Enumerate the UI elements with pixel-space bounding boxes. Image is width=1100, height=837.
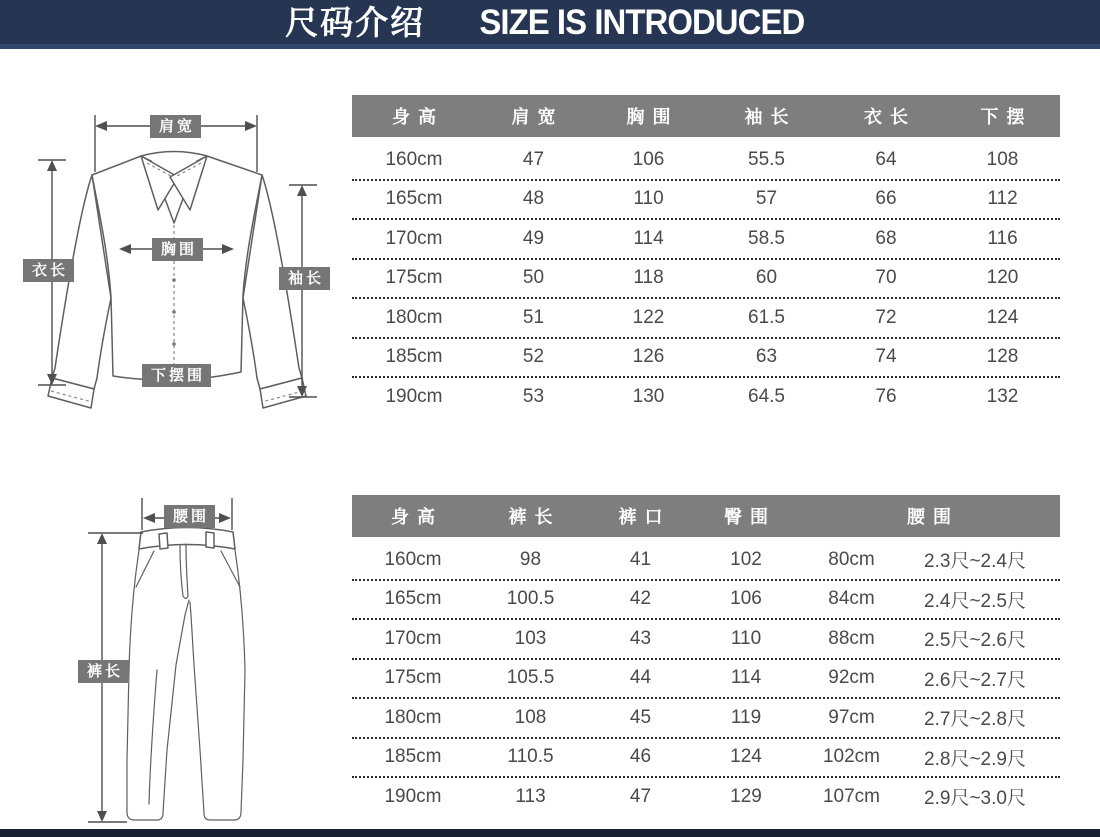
table-cell: 114	[633, 227, 664, 249]
table-cell: 108	[986, 148, 1019, 170]
table-row	[352, 778, 1060, 816]
pants-table-body	[352, 541, 1060, 816]
pants-belt-loop	[159, 533, 168, 549]
table-cell: 63	[755, 346, 778, 368]
pants-right-leg	[190, 550, 245, 820]
column-header: 腰围	[906, 507, 960, 527]
table-cell: 175cm	[385, 267, 443, 289]
column-header: 身高	[390, 507, 444, 527]
waist-width-label: 腰围	[164, 505, 215, 528]
table-row	[352, 739, 1060, 779]
table-row	[352, 299, 1060, 339]
table-cell: 49	[522, 227, 545, 249]
column-header: 裤长	[508, 507, 561, 527]
table-cell: 129	[730, 785, 762, 807]
table-cell: 116	[987, 227, 1018, 249]
table-cell: 55.5	[748, 148, 785, 170]
table-cell: 160cm	[385, 148, 443, 170]
table-cell: 45	[629, 706, 652, 728]
table-row	[352, 581, 1060, 621]
table-cell: 110	[633, 188, 664, 210]
table-cell: 42	[629, 588, 652, 610]
table-cell: 60	[755, 267, 778, 289]
table-cell: 124	[730, 746, 762, 768]
table-cell: 88cm	[828, 627, 875, 649]
column-header: 下摆	[980, 107, 1033, 127]
table-cell: 126	[632, 346, 665, 368]
page-title-chinese: 尺码介绍	[285, 3, 426, 41]
table-cell: 112	[987, 188, 1018, 210]
table-cell: 97cm	[828, 706, 875, 728]
table-cell: 66	[875, 188, 897, 210]
table-row	[352, 620, 1060, 660]
table-cell: 165cm	[385, 188, 443, 210]
table-cell: 52	[522, 346, 545, 368]
table-cell: 64.5	[748, 385, 785, 407]
hem-width-label: 下摆围	[142, 364, 211, 387]
garment-length-label: 衣长	[23, 259, 74, 282]
table-cell: 190cm	[384, 785, 442, 807]
pants-fly	[186, 544, 188, 596]
page-header	[0, 0, 1100, 44]
column-header: 身高	[391, 107, 445, 127]
shirt-size-table	[352, 95, 1060, 416]
table-cell: 80cm	[828, 548, 875, 570]
shirt-table-header-row	[352, 95, 1060, 137]
table-cell: 2.9尺~3.0尺	[924, 788, 1026, 810]
table-cell: 47	[522, 148, 545, 170]
table-row	[352, 260, 1060, 300]
table-cell: 170cm	[384, 627, 442, 649]
table-cell: 41	[629, 548, 652, 570]
table-cell: 64	[875, 148, 897, 170]
table-cell: 105.5	[506, 667, 555, 689]
page-title-english: SIZE IS INTRODUCED	[479, 2, 805, 42]
table-row	[352, 541, 1060, 581]
table-row	[352, 378, 1060, 416]
table-cell: 103	[514, 627, 547, 649]
table-row	[352, 660, 1060, 700]
table-cell: 46	[629, 746, 652, 768]
pants-left-pocket	[136, 551, 154, 587]
table-cell: 58.5	[748, 227, 785, 249]
table-cell: 92cm	[828, 667, 875, 689]
table-cell: 190cm	[385, 385, 443, 407]
table-cell: 76	[875, 385, 897, 407]
table-cell: 185cm	[384, 746, 442, 768]
table-cell: 2.3尺~2.4尺	[924, 551, 1026, 573]
chest-width-label: 胸围	[152, 238, 203, 261]
table-cell: 84cm	[828, 588, 875, 610]
table-cell: 110.5	[507, 746, 554, 768]
table-cell: 114	[730, 667, 762, 689]
table-cell: 47	[629, 785, 652, 807]
table-row	[352, 339, 1060, 379]
table-cell: 2.8尺~2.9尺	[924, 748, 1026, 770]
column-header: 胸围	[626, 107, 679, 127]
table-cell: 170cm	[385, 227, 443, 249]
sleeve-length-label: 袖长	[279, 267, 330, 290]
table-cell: 185cm	[385, 346, 443, 368]
table-cell: 113	[515, 785, 546, 807]
shirt-table-body	[352, 141, 1060, 416]
table-cell: 2.4尺~2.5尺	[924, 590, 1026, 612]
table-row	[352, 220, 1060, 260]
table-row	[352, 181, 1060, 221]
table-cell: 119	[730, 706, 762, 728]
shoulder-width-label: 肩宽	[150, 115, 201, 138]
bottom-accent-bar	[0, 829, 1100, 837]
table-cell: 165cm	[384, 588, 442, 610]
table-cell: 44	[629, 667, 652, 689]
table-cell: 106	[632, 148, 665, 170]
table-cell: 118	[633, 267, 664, 289]
table-cell: 128	[986, 346, 1019, 368]
pants-left-leg	[127, 550, 189, 820]
shirt-collar-band	[141, 152, 207, 157]
column-header: 臀围	[723, 507, 777, 527]
table-cell: 107cm	[822, 785, 881, 807]
table-cell: 72	[875, 306, 897, 328]
table-cell: 124	[986, 306, 1019, 328]
table-cell: 120	[986, 267, 1019, 289]
column-header: 衣长	[863, 107, 917, 127]
table-cell: 98	[519, 548, 542, 570]
table-cell: 61.5	[748, 306, 785, 328]
table-cell: 57	[755, 188, 778, 210]
pants-table-header-row	[352, 495, 1060, 537]
column-header: 袖长	[744, 107, 797, 127]
table-cell: 2.6尺~2.7尺	[924, 669, 1026, 691]
table-cell: 2.5尺~2.6尺	[924, 630, 1026, 652]
table-cell: 43	[629, 627, 652, 649]
table-cell: 53	[522, 385, 545, 407]
banner-accent-strip	[0, 44, 1100, 49]
pants-waistband	[139, 528, 235, 550]
pants-belt-loop	[206, 532, 214, 548]
table-cell: 180cm	[385, 306, 443, 328]
table-cell: 132	[986, 385, 1019, 407]
table-cell: 102cm	[822, 746, 881, 768]
pants-size-table	[352, 495, 1060, 816]
table-cell: 50	[522, 267, 545, 289]
table-cell: 74	[875, 346, 897, 368]
table-cell: 130	[632, 385, 665, 407]
column-header: 裤口	[618, 507, 671, 527]
column-header: 肩宽	[511, 107, 564, 127]
table-cell: 51	[522, 306, 545, 328]
table-cell: 106	[730, 588, 762, 610]
pants-crease	[149, 670, 157, 804]
table-cell: 160cm	[384, 548, 442, 570]
table-cell: 122	[632, 306, 665, 328]
table-cell: 110	[730, 627, 762, 649]
pants-length-label: 裤长	[78, 660, 129, 683]
table-cell: 175cm	[384, 667, 442, 689]
table-row	[352, 699, 1060, 739]
table-cell: 102	[730, 548, 762, 570]
table-cell: 70	[875, 267, 897, 289]
table-cell: 100.5	[506, 588, 555, 610]
table-cell: 108	[514, 706, 547, 728]
table-cell: 2.7尺~2.8尺	[924, 709, 1026, 731]
table-cell: 48	[522, 188, 545, 210]
table-cell: 180cm	[384, 706, 442, 728]
table-row	[352, 141, 1060, 181]
table-cell: 68	[875, 227, 897, 249]
